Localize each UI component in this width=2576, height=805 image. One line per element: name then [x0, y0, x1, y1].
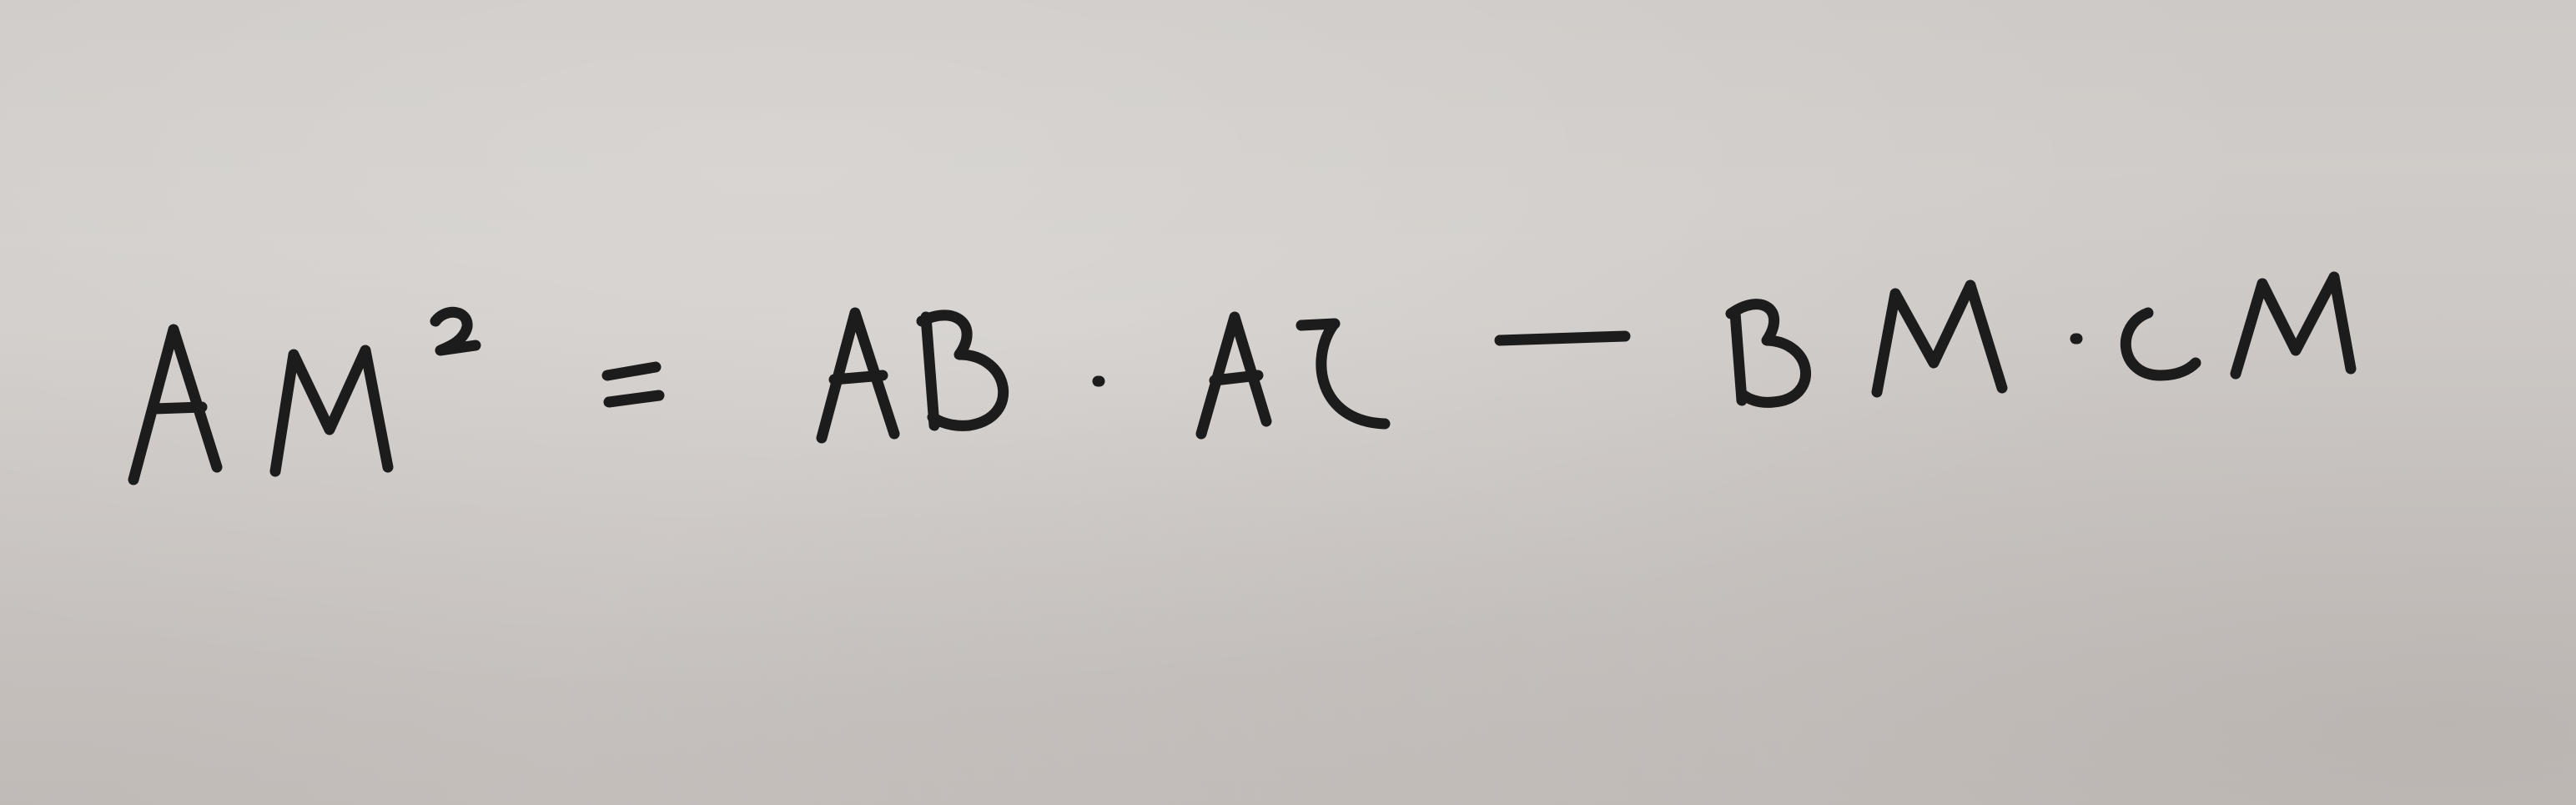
glyph-c-2 — [2126, 313, 2196, 375]
glyph-a-1 — [133, 330, 217, 480]
glyph-m-3 — [2236, 277, 2351, 374]
glyph-a-3 — [1201, 317, 1266, 434]
glyph-b-1 — [922, 315, 1004, 425]
glyph-b-2 — [1731, 304, 1806, 403]
glyph-minus — [1500, 336, 1625, 340]
glyph-m-2 — [1877, 285, 2002, 392]
glyph-c-1 — [1301, 324, 1385, 424]
glyph-equals — [607, 367, 659, 402]
glyph-a-2 — [822, 313, 894, 438]
glyph-superscript-2 — [435, 312, 475, 350]
glyph-m-1 — [275, 350, 388, 471]
